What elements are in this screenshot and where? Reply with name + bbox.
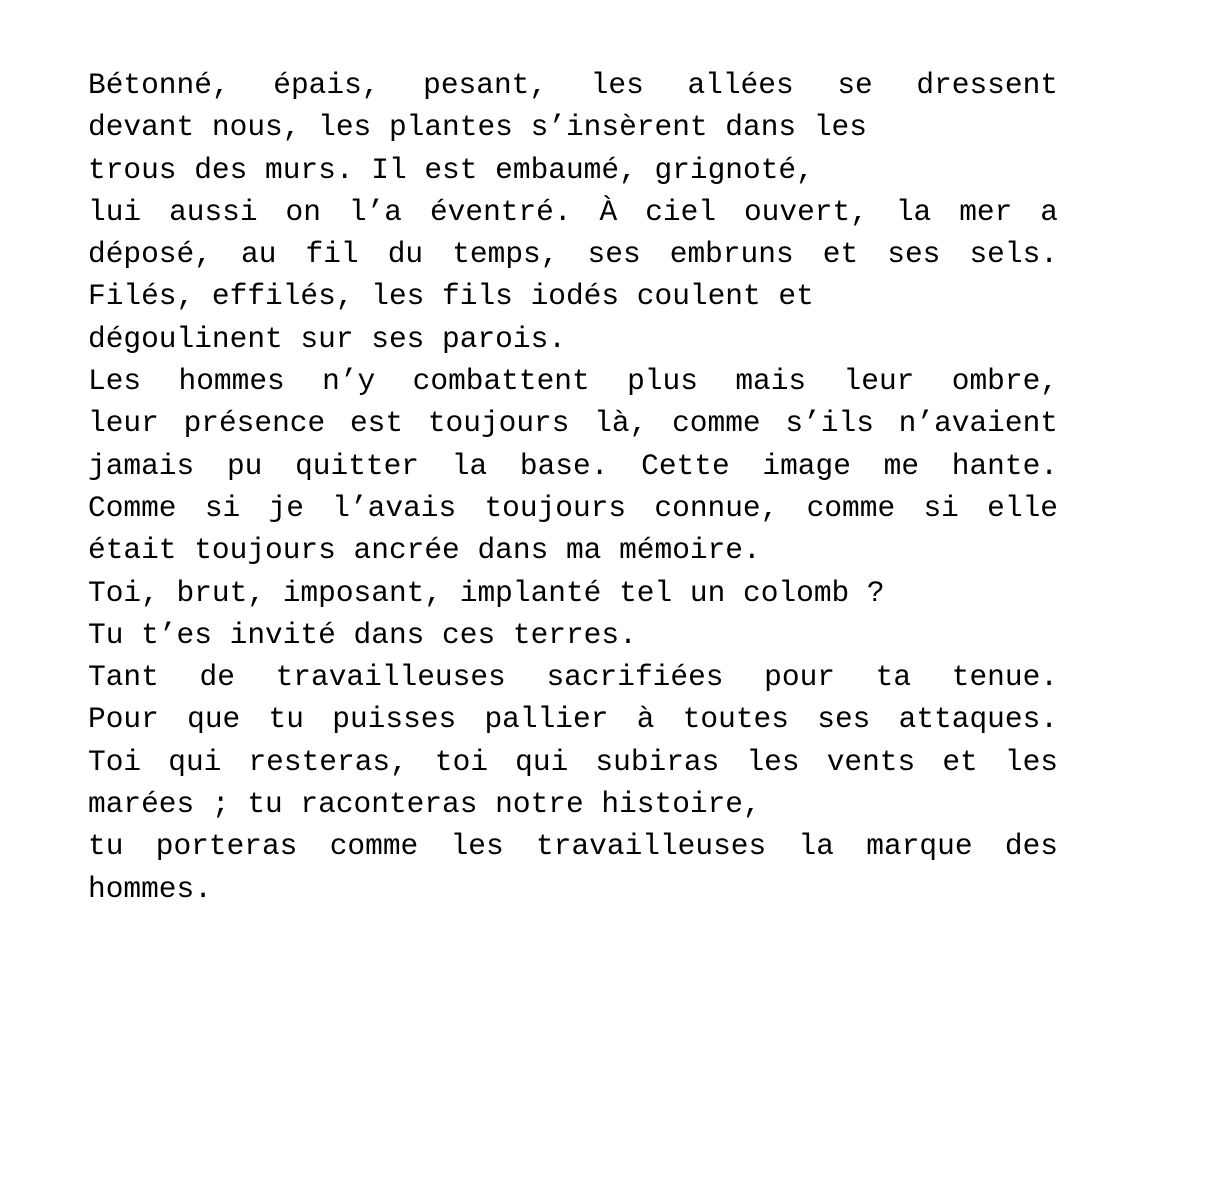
poem-line: tu porteras comme les travailleuses la marque des [88, 829, 1058, 864]
poem-line: hommes. [88, 871, 212, 906]
poem-line: Les hommes n’y combattent plus mais leur ombre, [88, 364, 1058, 399]
poem-line: jamais pu quitter la base. Cette image me hante. [88, 448, 1058, 483]
poem-line: trous des murs. Il est embaumé, grignoté, [88, 152, 814, 187]
poem-line: devant nous, les plantes s’insèrent dans les [88, 110, 867, 145]
poem-line: Comme si je l’avais toujours connue, comme si elle [88, 490, 1058, 525]
poem-line: déposé, au fil du temps, ses embruns et ses sels. [88, 237, 1058, 272]
poem-line: Filés, effilés, les fils iodés coulent et [88, 279, 814, 314]
poem-line: Pour que tu puisses pallier à toutes ses attaques. [88, 702, 1058, 737]
poem-line: marées ; tu raconteras notre histoire, [88, 787, 761, 822]
poem-text [88, 64, 1058, 910]
poem-line: leur présence est toujours là, comme s’ils n’avaient [88, 406, 1058, 441]
poem-line: Toi, brut, imposant, implanté tel un colomb ? [88, 575, 885, 610]
poem-line: Tu t’es invité dans ces terres. [88, 617, 637, 652]
poem-line: Toi qui resteras, toi qui subiras les vents et les [88, 744, 1058, 779]
poem-line: Bétonné, épais, pesant, les allées se dressent [88, 68, 1058, 102]
poem-line: lui aussi on l’a éventré. À ciel ouvert, la mer a [88, 194, 1058, 229]
poem-line: était toujours ancrée dans ma mémoire. [88, 533, 761, 568]
poem-line: Tant de travailleuses sacrifiées pour ta tenue. [88, 660, 1058, 695]
poem-line: dégoulinent sur ses parois. [88, 321, 566, 356]
